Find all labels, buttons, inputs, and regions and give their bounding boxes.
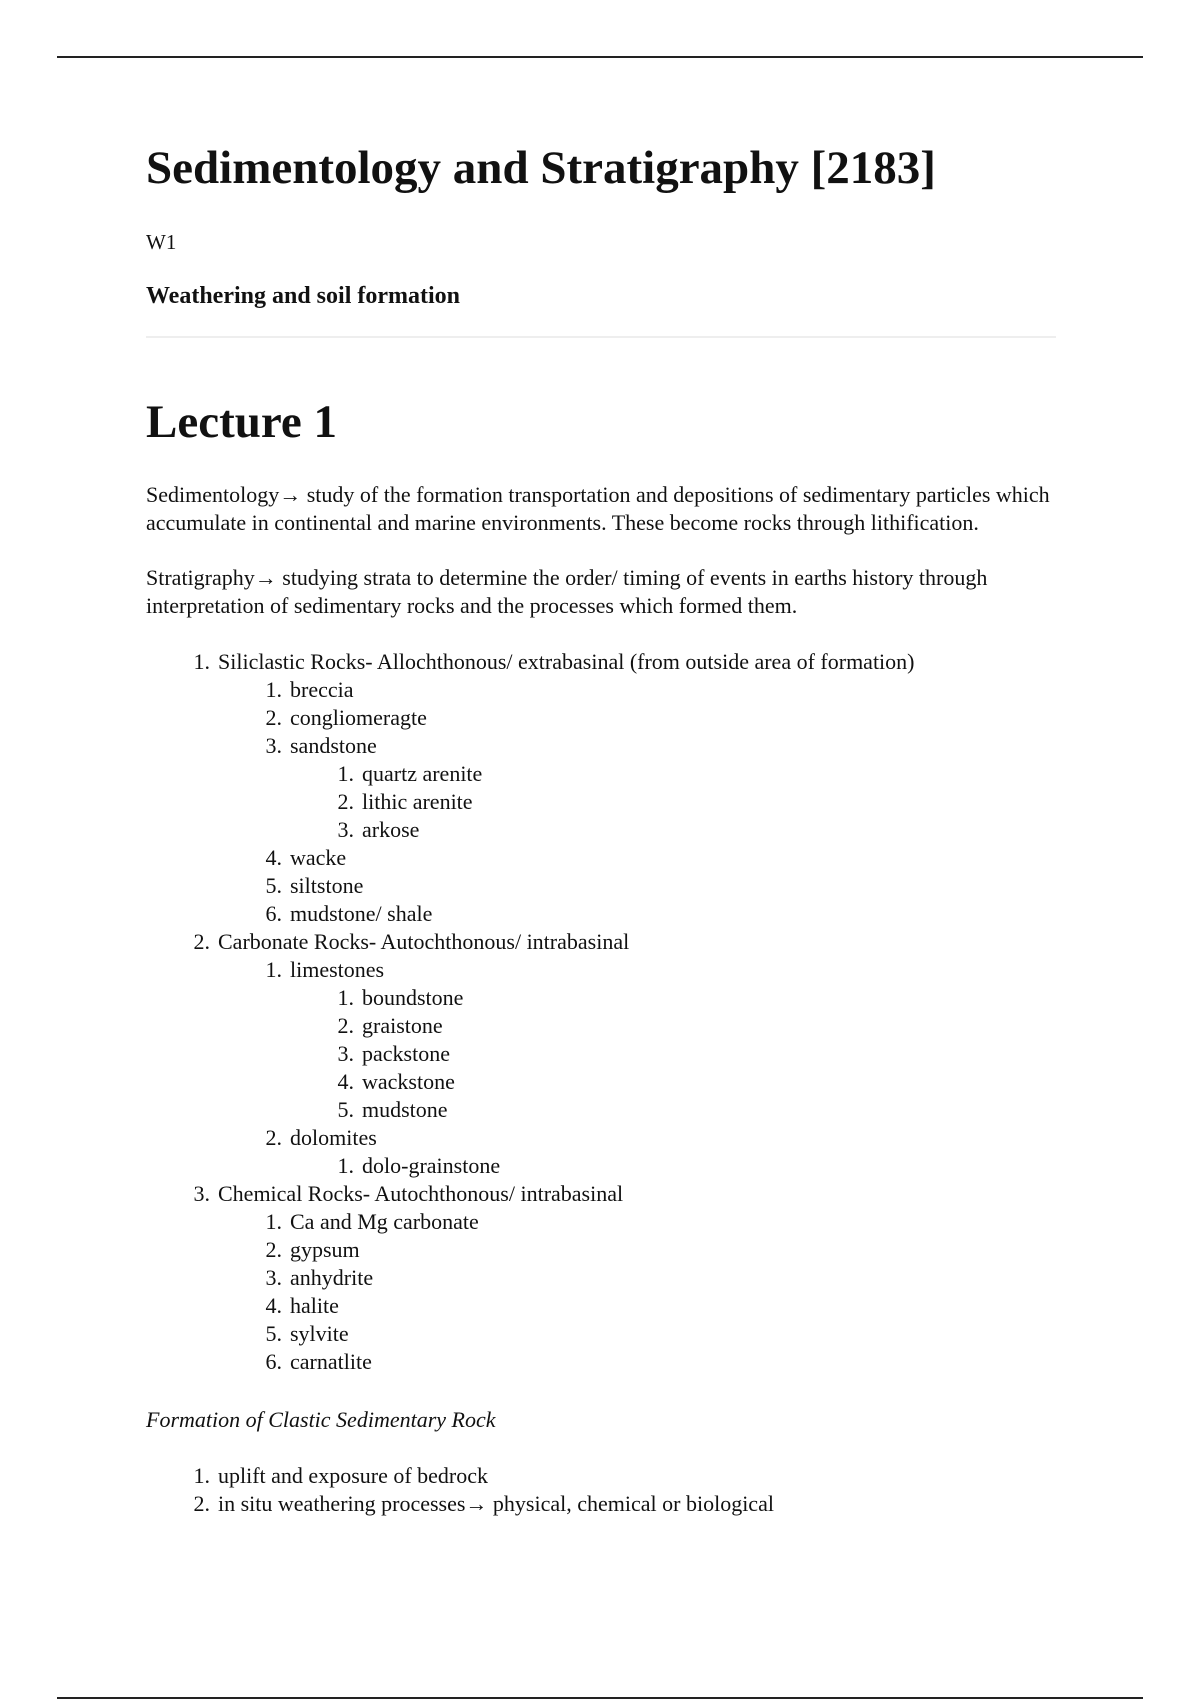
- divider: [146, 336, 1056, 338]
- list-item-label: mudstone: [362, 1096, 448, 1122]
- lecture-heading: Lecture 1: [146, 396, 337, 449]
- list-item: [193, 1462, 1056, 1490]
- list-item-label: wacke: [290, 844, 347, 870]
- list-item-label: arkose: [362, 816, 420, 842]
- list-item: [337, 984, 1056, 1012]
- sublist: [337, 984, 1056, 1124]
- list-item: [265, 1264, 1056, 1292]
- list-item: [337, 1068, 1056, 1096]
- list-item-label: sylvite: [290, 1320, 349, 1346]
- list-item-label: gypsum: [290, 1236, 360, 1262]
- list-number: 3.: [265, 1264, 282, 1290]
- sublist: [265, 1208, 1056, 1376]
- list-item-label: Siliclastic Rocks- Allochthonous/ extrabasinal (from outside area of formation): [218, 648, 915, 674]
- paragraph-sedimentology: Sedimentology→ study of the formation transportation and depositions of sedimentary particles which accumulate in continental and marine environments. These become rocks through lithification.: [146, 481, 1050, 535]
- list-item-label: graistone: [362, 1012, 443, 1038]
- list-item-label: anhydrite: [290, 1264, 374, 1290]
- list-item: [265, 1208, 1056, 1236]
- list-item: [193, 928, 1056, 1180]
- list-item-label: lithic arenite: [362, 788, 473, 814]
- rock-type-list: [193, 648, 1056, 1376]
- list-number: 2.: [265, 704, 282, 730]
- list-number: 3.: [193, 1180, 210, 1206]
- list-item-label: limestones: [290, 956, 385, 982]
- list-number: 6.: [265, 900, 282, 926]
- list-item-label: Ca and Mg carbonate: [290, 1208, 479, 1234]
- list-item: [265, 956, 1056, 1124]
- list-item: [337, 788, 1056, 816]
- list-item: [265, 704, 1056, 732]
- list-item: [265, 872, 1056, 900]
- list-number: 2.: [337, 1012, 354, 1038]
- list-number: 1.: [193, 648, 210, 674]
- sublist: [337, 1152, 1056, 1180]
- list-item-label: breccia: [290, 676, 354, 702]
- paragraph-stratigraphy: Stratigraphy→ studying strata to determine the order/ timing of events in earths history through interpretation of sedimentary rocks and the processes which formed them.: [146, 564, 988, 618]
- list-number: 1.: [265, 1208, 282, 1234]
- list-number: 5.: [265, 872, 282, 898]
- list-item: [265, 1348, 1056, 1376]
- list-number: 5.: [265, 1320, 282, 1346]
- list-item: [265, 1124, 1056, 1180]
- list-number: 2.: [193, 928, 210, 954]
- list-number: 4.: [265, 1292, 282, 1318]
- list-item: [265, 676, 1056, 704]
- list-item-label: mudstone/ shale: [290, 900, 433, 926]
- list-number: 2.: [337, 788, 354, 814]
- list-item-label: dolomites: [290, 1124, 377, 1150]
- list-number: 1.: [193, 1462, 210, 1488]
- list-item-label: siltstone: [290, 872, 364, 898]
- document-title: Sedimentology and Stratigraphy [2183]: [146, 142, 936, 194]
- list-number: 6.: [265, 1348, 282, 1374]
- list-item: [337, 1152, 1056, 1180]
- list-item-label: packstone: [362, 1040, 450, 1066]
- week-label: W1: [146, 230, 177, 255]
- list-number: 3.: [337, 816, 354, 842]
- list-number: 5.: [337, 1096, 354, 1122]
- sublist: [337, 760, 1056, 844]
- list-item-label: in situ weathering processes→ physical, chemical or biological: [218, 1490, 774, 1516]
- list-item-label: carnatlite: [290, 1348, 372, 1374]
- list-number: 1.: [265, 956, 282, 982]
- list-item-label: boundstone: [362, 984, 464, 1010]
- document-page: [146, 140, 1056, 1518]
- top-rule: [57, 56, 1143, 58]
- list-item: [337, 1012, 1056, 1040]
- list-item: [265, 900, 1056, 928]
- list-item-label: dolo-grainstone: [362, 1152, 501, 1178]
- list-item: [265, 844, 1056, 872]
- list-number: 1.: [337, 1152, 354, 1178]
- list-number: 3.: [337, 1040, 354, 1066]
- list-number: 4.: [265, 844, 282, 870]
- list-number: 2.: [265, 1236, 282, 1262]
- list-item: [193, 648, 1056, 928]
- list-item: [337, 1040, 1056, 1068]
- list-item-label: Chemical Rocks- Autochthonous/ intrabasinal: [218, 1180, 624, 1206]
- list-item-label: wackstone: [362, 1068, 455, 1094]
- list-number: 1.: [337, 760, 354, 786]
- formation-heading: Formation of Clastic Sedimentary Rock: [146, 1406, 496, 1432]
- list-item-label: quartz arenite: [362, 760, 483, 786]
- list-item-label: sandstone: [290, 732, 377, 758]
- list-item: [265, 1236, 1056, 1264]
- list-number: 1.: [265, 676, 282, 702]
- list-number: 4.: [337, 1068, 354, 1094]
- section-subtitle: Weathering and soil formation: [146, 282, 461, 309]
- list-item: [265, 1320, 1056, 1348]
- list-item: [337, 816, 1056, 844]
- list-number: 1.: [337, 984, 354, 1010]
- list-number: 2.: [193, 1490, 210, 1516]
- list-number: 3.: [265, 732, 282, 758]
- list-item: [265, 1292, 1056, 1320]
- list-number: 2.: [265, 1124, 282, 1150]
- list-item: [193, 1180, 1056, 1376]
- sublist: [265, 956, 1056, 1180]
- list-item-label: uplift and exposure of bedrock: [218, 1462, 489, 1488]
- list-item: [265, 732, 1056, 844]
- list-item: [193, 1490, 1056, 1518]
- bottom-rule: [57, 1697, 1143, 1699]
- list-item-label: Carbonate Rocks- Autochthonous/ intrabasinal: [218, 928, 630, 954]
- formation-list: [193, 1462, 1056, 1518]
- list-item-label: congliomeragte: [290, 704, 427, 730]
- list-item-label: halite: [290, 1292, 339, 1318]
- list-item: [337, 1096, 1056, 1124]
- sublist: [265, 676, 1056, 928]
- list-item: [337, 760, 1056, 788]
